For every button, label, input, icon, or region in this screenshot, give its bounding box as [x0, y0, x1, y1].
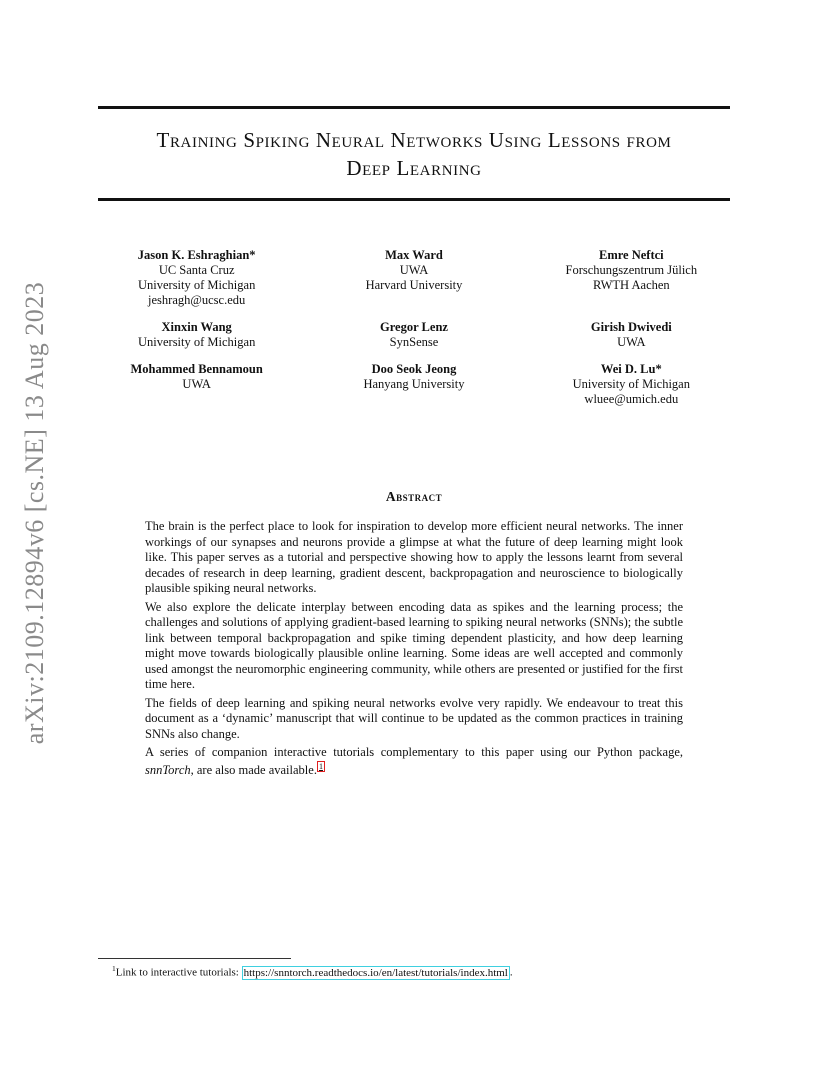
author-affiliation: Hanyang University: [363, 377, 465, 391]
footnote-reference-link[interactable]: 1: [318, 761, 323, 771]
title-line-1: Training Spiking Neural Networks Using Lessons from: [156, 128, 672, 152]
abstract-paragraph: The fields of deep learning and spiking neural networks evolve very rapidly. We endeavour to treat this document as a ‘dynamic’ manuscript that will continue to be updated as the common practices in training SNNs also change.: [145, 695, 683, 741]
author-card: [305, 362, 522, 407]
title-top-rule: [98, 106, 730, 109]
abstract-paragraph: The brain is the perfect place to look for inspiration to develop more efficient neural networks. The inner workings of our synapses and neurons provide a glimpse at what the future of deep learning might look like. This paper serves as a tutorial and perspective showing how to apply the lessons learnt from several decades of research in deep learning, gradient descent, backpropagation and neuroscience to biologically plausible spiking neural networks.: [145, 519, 683, 595]
footnote: [112, 962, 513, 980]
paper-title: [98, 126, 730, 182]
author-card: [88, 320, 305, 350]
author-card: [305, 248, 522, 308]
author-affiliation: UWA: [182, 377, 211, 391]
title-line-2: Deep Learning: [346, 156, 482, 180]
author-name: Jason K. Eshraghian*: [137, 248, 256, 262]
author-name: Xinxin Wang: [161, 320, 232, 334]
author-email: jeshragh@ucsc.edu: [148, 293, 246, 307]
author-card: [523, 320, 740, 350]
abstract-body: [145, 519, 683, 781]
footnote-suffix: .: [509, 966, 513, 979]
author-card: [523, 248, 740, 308]
author-name: Doo Seok Jeong: [371, 362, 457, 376]
author-card: [88, 362, 305, 407]
footnote-rule: [98, 958, 291, 959]
author-card: [523, 362, 740, 407]
abstract-paragraph: [145, 745, 683, 778]
title-bottom-rule: [98, 198, 730, 201]
author-affiliation: Forschungszentrum Jülich: [565, 263, 698, 277]
author-affiliation: SynSense: [389, 335, 439, 349]
arxiv-side-stamp: [18, 268, 52, 758]
footnote-mark: 1: [112, 964, 116, 973]
abstract-heading: Abstract: [385, 489, 443, 504]
author-card: [305, 320, 522, 350]
author-affiliation: University of Michigan: [137, 278, 256, 292]
author-affiliation: UWA: [617, 335, 646, 349]
author-affiliation: Harvard University: [365, 278, 463, 292]
author-name: Gregor Lenz: [380, 320, 448, 334]
author-affiliation: University of Michigan: [572, 377, 690, 391]
author-name: Max Ward: [385, 248, 443, 262]
author-name: Mohammed Bennamoun: [130, 362, 263, 376]
tutorials-url-link[interactable]: https://snntorch.readthedocs.io/en/latest/tutorials/index.html: [243, 966, 508, 979]
footnote-text: Link to interactive tutorials:: [115, 966, 242, 979]
author-card: [88, 248, 305, 308]
author-affiliation: UWA: [399, 263, 429, 277]
package-name: snnTorch: [145, 762, 191, 777]
author-block: [88, 248, 740, 407]
author-affiliation: RWTH Aachen: [592, 278, 670, 292]
arxiv-identifier: arXiv:2109.12894v6 [cs.NE] 13 Aug 2023: [20, 281, 49, 745]
abstract-p4-text: A series of companion interactive tutorials complementary to this paper using our Python package,: [145, 745, 683, 759]
author-affiliation: University of Michigan: [137, 335, 256, 349]
abstract-paragraph: We also explore the delicate interplay between encoding data as spikes and the learning process; the challenges and solutions of applying gradient-based learning to spiking neural networks (SNNs); the subtle link between temporal backpropagation and spike timing dependent plasticity, and how deep learning might move towards biologically plausible online learning. Some ideas are well accepted and commonly used amongst the neuromorphic engineering community, while others are presented or justified for the first time here.: [145, 599, 683, 691]
abstract-p4-tail: , are also made available.: [190, 762, 317, 777]
author-name: Girish Dwivedi: [590, 320, 672, 334]
author-affiliation: UC Santa Cruz: [158, 263, 235, 277]
author-name: Emre Neftci: [598, 248, 664, 262]
author-email: wluee@umich.edu: [584, 392, 679, 406]
author-name: Wei D. Lu*: [600, 362, 662, 376]
